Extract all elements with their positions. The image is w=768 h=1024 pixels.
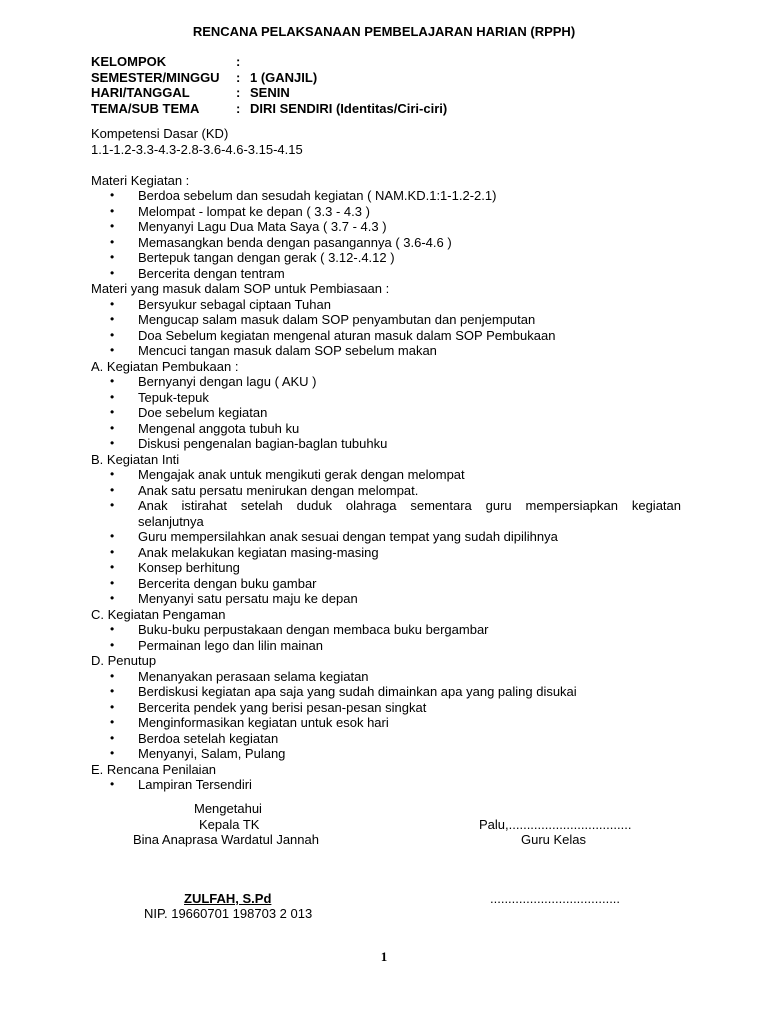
signature-guru: Guru Kelas: [521, 832, 587, 847]
list-item: • Bercerita dengan tentram: [91, 266, 681, 282]
signature-nip: NIP. 19660701 198703 2 013: [144, 906, 313, 921]
list-item: • Permainan lego dan lilin mainan: [91, 638, 681, 654]
header-label: KELOMPOK: [91, 54, 167, 69]
materi-heading: Materi Kegiatan :: [91, 172, 190, 188]
list-item-continuation: selanjutnya: [138, 513, 204, 529]
list-item: • Lampiran Tersendiri: [91, 777, 681, 793]
header-row-tema: TEMA/SUB TEMA : DIRI SENDIRI (Identitas/Ciri-ciri): [91, 100, 448, 116]
penilaian-heading: E. Rencana Penilaian: [91, 761, 217, 777]
list-item: • Menyanyi satu persatu maju ke depan: [91, 591, 681, 607]
inti-list: [91, 467, 681, 514]
signature-mengetahui: Mengetahui: [194, 801, 262, 816]
page-number: 1: [380, 949, 388, 964]
list-item: • Anak istirahat setelah duduk olahraga sementara guru mempersiapkan kegiatan: [91, 498, 681, 514]
header-value: 1 (GANJIL): [250, 69, 318, 85]
header-row-kelompok: KELOMPOK :: [91, 54, 241, 69]
materi-list: [91, 188, 681, 281]
list-item: • Berdoa sebelum dan sesudah kegiatan ( NAM.KD.1:1-1.2-2.1): [91, 188, 681, 204]
document-title: RENCANA PELAKSANAAN PEMBELAJARAN HARIAN (RPPH): [192, 24, 576, 39]
list-item: • Doe sebelum kegiatan: [91, 405, 681, 421]
list-item: • Mengucap salam masuk dalam SOP penyambutan dan penjemputan: [91, 312, 681, 328]
signature-head-name: ZULFAH, S.Pd: [184, 891, 272, 906]
list-item: • Tepuk-tepuk: [91, 390, 681, 406]
list-item: • Berdoa setelah kegiatan: [91, 731, 681, 747]
list-item: • Bernyanyi dengan lagu ( AKU ): [91, 374, 681, 390]
list-item: • Menyanyi, Salam, Pulang: [91, 746, 681, 762]
list-item: • Mencuci tangan masuk dalam SOP sebelum makan: [91, 343, 681, 359]
document-body: [91, 126, 681, 793]
list-item: • Konsep berhitung: [91, 560, 681, 576]
signature-kepala: Kepala TK: [199, 817, 260, 832]
list-item: • Anak melakukan kegiatan masing-masing: [91, 545, 681, 561]
kd-heading: Kompetensi Dasar (KD): [91, 126, 229, 141]
list-item: • Bercerita pendek yang berisi pesan-pesan singkat: [91, 700, 681, 716]
list-item: • Mengajak anak untuk mengikuti gerak dengan melompat: [91, 467, 681, 483]
inti-list-cont: [91, 529, 681, 607]
header-value: SENIN: [250, 85, 290, 100]
list-item: • Melompat - lompat ke depan ( 3.3 - 4.3 ): [91, 204, 681, 220]
list-item: • Menanyakan perasaan selama kegiatan: [91, 669, 681, 685]
list-item: • Doa Sebelum kegiatan mengenal aturan masuk dalam SOP Pembukaan: [91, 328, 681, 344]
list-item: • Memasangkan benda dengan pasangannya ( 3.6-4.6 ): [91, 235, 681, 251]
pembukaan-heading: A. Kegiatan Pembukaan :: [91, 358, 239, 374]
list-item: • Bersyukur sebagal ciptaan Tuhan: [91, 297, 681, 313]
penilaian-list: [91, 777, 681, 793]
sop-list: [91, 297, 681, 359]
header-label: HARI/TANGGAL: [91, 85, 190, 100]
list-item: • Menginformasikan kegiatan untuk esok hari: [91, 715, 681, 731]
sop-heading: Materi yang masuk dalam SOP untuk Pembiasaan :: [91, 281, 390, 296]
signature-teacher-line: ....................................: [490, 891, 621, 906]
list-item: • Diskusi pengenalan bagian-baglan tubuhku: [91, 436, 681, 452]
list-item: • Mengenal anggota tubuh ku: [91, 421, 681, 437]
list-item: • Guru mempersilahkan anak sesuai dengan tempat yang sudah dipilihnya: [91, 529, 681, 545]
pengaman-list: [91, 622, 681, 653]
signature-place-date: Palu,..................................: [479, 817, 632, 832]
header-label: SEMESTER/MINGGU: [91, 69, 220, 85]
header-row-semester: SEMESTER/MINGGU : 1 (GANJIL): [91, 69, 318, 85]
list-item: • Anak satu persatu menirukan dengan melompat.: [91, 483, 681, 499]
list-item: • Bertepuk tangan dengan gerak ( 3.12-.4.12 ): [91, 250, 681, 266]
kd-value: 1.1-1.2-3.3-4.3-2.8-3.6-4.6-3.15-4.15: [91, 141, 303, 157]
pembukaan-list: [91, 374, 681, 452]
penutup-heading: D. Penutup: [91, 653, 157, 668]
penutup-list: [91, 669, 681, 762]
list-item: • Bercerita dengan buku gambar: [91, 576, 681, 592]
pengaman-heading: C. Kegiatan Pengaman: [91, 606, 226, 622]
list-item: • Buku-buku perpustakaan dengan membaca buku bergambar: [91, 622, 681, 638]
inti-heading: B. Kegiatan Inti: [91, 451, 180, 467]
header-value: DIRI SENDIRI (Identitas/Ciri-ciri): [250, 100, 448, 116]
header-label: TEMA/SUB TEMA: [91, 100, 200, 116]
signature-school: Bina Anaprasa Wardatul Jannah: [133, 832, 319, 847]
list-item: • Menyanyi Lagu Dua Mata Saya ( 3.7 - 4.3 ): [91, 219, 681, 235]
header-info: [91, 54, 447, 116]
list-item: • Berdiskusi kegiatan apa saja yang sudah dimainkan apa yang paling disukai: [91, 684, 681, 700]
header-row-hari: HARI/TANGGAL : SENIN: [91, 85, 290, 100]
